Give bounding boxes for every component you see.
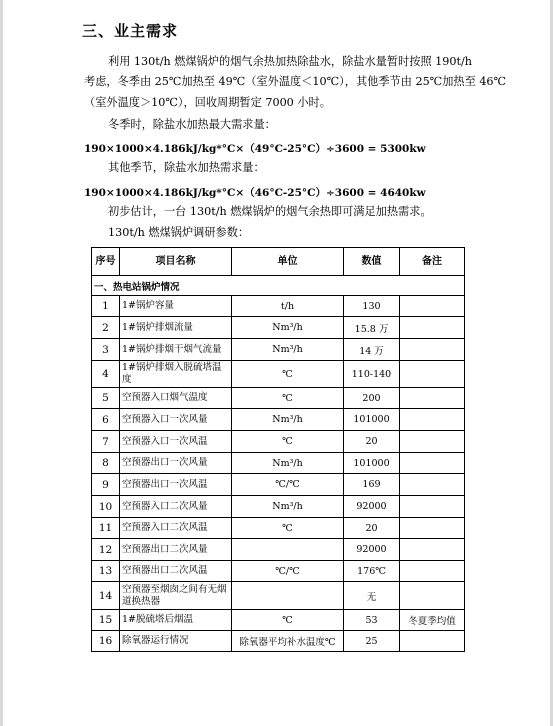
table-row [92,409,465,431]
paragraph-line-2: 考虑，冬季由 25℃加热至 49℃（室外温度＜10℃），其他季节由 25℃加热至 46℃ [84,75,507,88]
table-row [92,539,465,561]
row-value: 200 [344,388,400,409]
row-unit: ℃ [232,610,344,631]
row-note [400,339,465,361]
row-no: 13 [92,561,120,582]
row-unit: ℃/℃ [232,561,344,582]
row-unit: ℃ [232,361,344,388]
page-left-border [0,0,3,726]
table-row [92,361,465,388]
row-value: 15.8 万 [344,317,400,339]
row-unit: Nm³/h [232,453,344,474]
row-note [400,539,465,561]
row-value: 130 [344,296,400,317]
row-no: 12 [92,539,120,561]
table-row [92,561,465,582]
row-value: 110-140 [344,361,400,388]
row-name: 1#脱硫塔后烟温 [120,610,232,631]
table-header-row [92,248,465,276]
row-no: 9 [92,474,120,496]
row-name: 空预器入口烟气温度 [120,388,232,409]
row-no: 2 [92,317,120,339]
winter-demand-formula: 190×1000×4.186kJ/kg*°C×（49°C-25°C）÷3600 = 5300kw [84,143,426,155]
paragraph-line-1: 利用 130t/h 燃煤锅炉的烟气余热加热除盐水，除盐水量暂时按照 190t/h [108,55,473,68]
row-name: 空预器入口一次风温 [120,431,232,453]
row-no: 15 [92,610,120,631]
table-row [92,518,465,539]
row-unit: Nm³/h [232,339,344,361]
row-note [400,582,465,610]
table-row [92,453,465,474]
row-unit: Nm³/h [232,409,344,431]
row-value: 20 [344,518,400,539]
row-value: 20 [344,431,400,453]
table-row [92,582,465,610]
header-no: 序号 [92,248,120,276]
row-unit: ℃/℃ [232,474,344,496]
other-season-formula: 190×1000×4.186kJ/kg*°C×（46°C-25°C）÷3600 = 4640kw [84,187,426,199]
row-unit: 除氧器平均补水温度℃ [232,631,344,652]
row-no: 7 [92,431,120,453]
row-name: 空预器入口一次风量 [120,409,232,431]
table-caption: 130t/h 燃煤锅炉调研参数： [108,226,250,239]
row-name: 1#锅炉排烟干烟气流量 [120,339,232,361]
row-note [400,431,465,453]
row-no: 10 [92,496,120,518]
header-note: 备注 [400,248,465,276]
row-name: 空预器入口二次风量 [120,496,232,518]
header-name: 项目名称 [120,248,232,276]
row-unit: ℃ [232,518,344,539]
row-note [400,561,465,582]
row-note [400,409,465,431]
row-name: 1#锅炉容量 [120,296,232,317]
row-unit: Nm³/h [232,317,344,339]
paragraph-line-3: （室外温度＞10℃），回收周期暂定 7000 小时。 [84,96,331,109]
winter-demand-label: 冬季时，除盐水加热最大需求量： [108,118,276,131]
row-unit: ℃ [232,431,344,453]
table-row [92,296,465,317]
section-row [92,276,465,296]
row-name: 1#锅炉排烟入脱硫塔温度 [120,361,232,388]
row-value: 92000 [344,539,400,561]
row-value: 25 [344,631,400,652]
row-no: 16 [92,631,120,652]
boiler-parameter-table [91,247,465,652]
row-note [400,388,465,409]
table-row [92,388,465,409]
row-value: 53 [344,610,400,631]
row-name: 1#锅炉排烟流量 [120,317,232,339]
row-unit: ℃ [232,388,344,409]
table-row [92,631,465,652]
row-name: 空预器出口二次风温 [120,561,232,582]
row-note [400,317,465,339]
table-row [92,610,465,631]
row-note [400,361,465,388]
row-unit [232,539,344,561]
row-no: 14 [92,582,120,610]
section-title: 一、热电站锅炉情况 [92,276,465,296]
row-name: 空预器入口二次风温 [120,518,232,539]
row-unit [232,582,344,610]
row-no: 5 [92,388,120,409]
row-name: 空预器出口一次风温 [120,474,232,496]
row-value: 169 [344,474,400,496]
row-no: 3 [92,339,120,361]
row-value: 176℃ [344,561,400,582]
row-value: 101000 [344,409,400,431]
table-row [92,317,465,339]
row-value: 无 [344,582,400,610]
row-name: 空预器出口二次风量 [120,539,232,561]
row-no: 8 [92,453,120,474]
row-no: 4 [92,361,120,388]
row-note [400,296,465,317]
row-name: 空预器出口一次风量 [120,453,232,474]
table-row [92,339,465,361]
row-no: 6 [92,409,120,431]
row-note [400,496,465,518]
row-note [400,631,465,652]
row-value: 101000 [344,453,400,474]
row-note [400,518,465,539]
table-row [92,474,465,496]
table-row [92,431,465,453]
row-note [400,453,465,474]
table-row [92,496,465,518]
row-no: 1 [92,296,120,317]
row-no: 11 [92,518,120,539]
header-unit: 单位 [232,248,344,276]
row-name: 空预器至烟囱之间有无烟道换热器 [120,582,232,610]
other-season-label: 其他季节，除盐水加热需求量： [108,161,265,174]
row-note: 冬夏季均值 [400,610,465,631]
row-value: 14 万 [344,339,400,361]
row-unit: t/h [232,296,344,317]
conclusion-text: 初步估计，一台 130t/h 燃煤锅炉的烟气余热即可满足加热需求。 [108,205,432,218]
section-heading: 三、业主需求 [82,22,179,40]
header-value: 数值 [344,248,400,276]
row-unit: Nm³/h [232,496,344,518]
row-note [400,474,465,496]
row-value: 92000 [344,496,400,518]
row-name: 除氧器运行情况 [120,631,232,652]
